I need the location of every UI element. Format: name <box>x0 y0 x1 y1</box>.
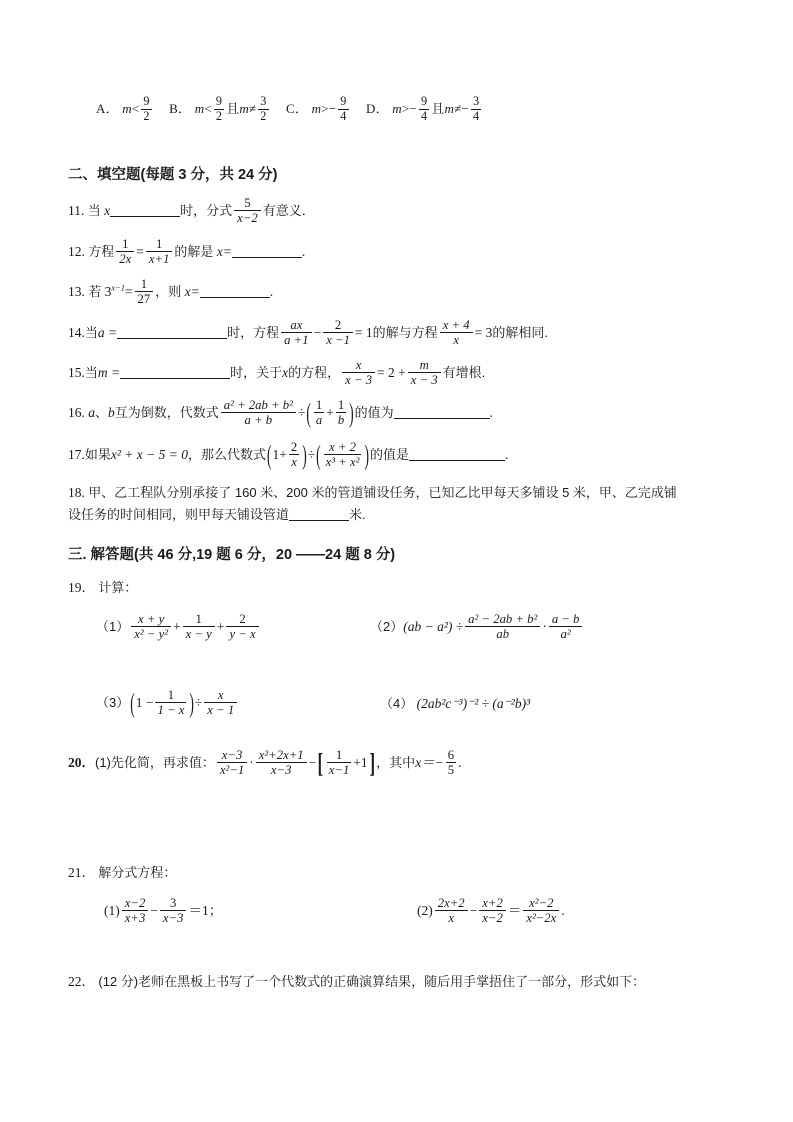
question-16 <box>68 398 493 427</box>
question-14-eq1: = 1 <box>354 325 373 341</box>
question-15-text3: 的方程， <box>288 365 341 381</box>
question-12-text1: 方程 <box>88 244 115 260</box>
question-13-equals: = <box>124 284 133 300</box>
q21-p2-eq: ＝ <box>507 903 522 919</box>
q20-bracket-open: [ <box>317 747 324 778</box>
question-19-part1-label: （1） <box>96 619 130 635</box>
q20-inner-plus: +1 <box>353 755 368 771</box>
question-17-fraction2: $\frac{x + 2}{\text{x³ + x²}}$ <box>325 440 360 470</box>
question-21-part2 <box>417 896 565 925</box>
question-19-part2 <box>370 612 584 641</box>
choice-b-var2: m <box>239 100 249 116</box>
choice-d[interactable] <box>366 95 483 123</box>
question-17-paren2-open: ( <box>316 439 321 470</box>
question-20 <box>68 748 462 777</box>
question-17-text2: ，那么代数式 <box>188 447 267 463</box>
question-13-blank[interactable] <box>200 297 270 298</box>
question-14-fraction1: $\frac{ax}{a +1}$ <box>281 318 311 347</box>
question-15-text4: 有增根. <box>442 365 486 381</box>
q20-dot: · <box>249 755 254 771</box>
q19-p3-one: 1 − <box>135 695 154 711</box>
question-22-number: 22． <box>68 974 95 989</box>
question-21-number: 21． <box>68 865 95 880</box>
question-18-line2-row <box>68 505 366 525</box>
question-16-plus: + <box>326 405 334 421</box>
choice-a-fraction: $\frac{9}{2}$ <box>143 94 150 123</box>
question-15-eq: = 2 + <box>377 365 406 381</box>
question-19-part4 <box>380 694 530 714</box>
q19-p2-dot: · <box>542 619 547 635</box>
q19-p1-fraction3: $\frac{2}{y - x}$ <box>226 612 258 641</box>
question-18-line2b: 米. <box>349 507 366 522</box>
question-13-period: . <box>269 284 274 300</box>
question-17-text3: 的值是 <box>369 447 409 463</box>
question-17 <box>68 440 508 469</box>
question-17-period: . <box>504 447 509 463</box>
choices-row <box>96 95 495 123</box>
choice-d-minus2: − <box>461 100 469 116</box>
choice-a-label: A． <box>96 100 119 116</box>
choice-c-label: C． <box>286 100 309 116</box>
q19-p1-op1: + <box>173 619 181 635</box>
question-18-line2a: 设任务的时间相同，则甲每天铺设管道 <box>68 507 290 522</box>
question-19-part3-label: （3） <box>96 695 130 711</box>
question-17-paren2-close: ) <box>364 439 369 470</box>
q20-fraction1: $\frac{x-3}{\text{x²−1}}$ <box>217 748 247 777</box>
q20-fraction2: $\frac{\text{x²+2x+1}}{x-3}$ <box>256 748 307 777</box>
question-16-period: . <box>489 405 494 421</box>
question-17-text1: 如果 <box>84 447 111 463</box>
question-13-fraction: $\frac{1}{27}$ <box>135 277 154 306</box>
choice-a-var: m <box>122 100 132 116</box>
question-17-number: 17. <box>68 447 85 463</box>
question-14-text4: 的解相同. <box>492 325 548 341</box>
choice-d-fraction1: $\frac{9}{4}$ <box>420 94 428 123</box>
q19-p1-op2: + <box>216 619 225 635</box>
q21-p1-fraction2: $\frac{3}{x-3}$ <box>160 896 187 925</box>
q19-p3-fraction1: $\frac{1}{1 - x}$ <box>157 688 185 718</box>
question-16-fraction2: $\frac{1}{a}$ <box>315 398 323 428</box>
q19-p3-paren-close: ) <box>189 687 194 718</box>
question-16-text2: 互为倒数，代数式 <box>114 405 219 421</box>
question-16-paren-close: ) <box>349 397 354 428</box>
q21-p2-op: − <box>469 903 478 919</box>
question-18 <box>68 483 728 503</box>
choice-c-fraction: $\frac{9}{4}$ <box>340 94 347 123</box>
question-18-number: 18. <box>68 485 85 500</box>
question-16-fraction1: $\frac{\text{a² + 2ab + b²}}{a + b}$ <box>221 398 296 427</box>
question-13-base: 3 <box>104 284 112 300</box>
q21-p2-fraction2: $\frac{x+2}{x-2}$ <box>479 896 506 925</box>
question-18-line1: 甲、乙工程队分别承接了 160 米、200 米的管道铺设任务，已知乙比甲每天多铺设 5 米，甲、乙完成铺 <box>88 485 677 500</box>
question-19-part4-label: （4） <box>380 696 414 711</box>
q20-period: . <box>458 755 462 771</box>
question-15-blank[interactable] <box>120 378 230 379</box>
question-15-text1: 当 <box>84 365 98 381</box>
question-14-minus: − <box>313 325 322 341</box>
choice-d-minus1: − <box>409 100 417 116</box>
question-16-fraction3: $\frac{1}{b}$ <box>337 398 345 428</box>
choice-d-var2: m <box>444 100 455 116</box>
question-12-fraction2: $\frac{1}{x+1}$ <box>146 237 173 266</box>
question-14-eq2: = 3 <box>474 325 493 341</box>
question-17-paren1-open: ( <box>267 439 272 470</box>
question-19-part2-label: （2） <box>370 619 404 635</box>
question-14-number: 14. <box>68 325 85 341</box>
q20-minus: − <box>308 755 317 771</box>
q19-p4-expr: (2ab²c⁻³)⁻² ÷ (a⁻²b)³ <box>416 696 531 711</box>
q19-p1-fraction1: $\frac{x + y}{\text{x² − y²}}$ <box>131 612 171 641</box>
q19-p3-divide: ÷ <box>194 695 203 711</box>
q21-p1-op: − <box>150 903 158 919</box>
question-11-text2: 时，分式 <box>180 203 233 219</box>
question-14 <box>68 318 548 347</box>
q20-tail: ，其中 <box>376 755 416 771</box>
choice-c[interactable] <box>286 95 351 123</box>
choice-b-fraction1: $\frac{9}{2}$ <box>215 94 223 123</box>
q20-x-equals: x＝− <box>415 755 444 771</box>
question-15-number: 15. <box>68 365 85 381</box>
choice-d-fraction2: $\frac{3}{4}$ <box>472 94 480 123</box>
choice-d-gt: > <box>401 100 410 116</box>
question-17-divide: ÷ <box>307 447 316 463</box>
q21-p2-fraction3: $\frac{\text{x²−2}}{\text{x²−2x}}$ <box>523 896 559 925</box>
question-22-text: (12 分)老师在黑板上书写了一个代数式的正确演算结果，随后用手掌捂住了一部分，形式如下： <box>98 974 646 989</box>
question-16-text3: 的值为 <box>354 405 394 421</box>
q21-p2-fraction1: $\frac{2x+2}{x}$ <box>435 896 468 925</box>
question-18-blank[interactable] <box>289 520 349 521</box>
q21-p2-tail: . <box>561 903 565 919</box>
question-20-prompt: (1)先化简，再求值： <box>95 755 215 771</box>
question-14-var-a: a = <box>97 325 118 341</box>
question-12-period: . <box>301 244 306 260</box>
question-14-text3: 的解与方程 <box>372 325 438 341</box>
question-20-number: 20． <box>68 755 95 771</box>
question-14-fraction2: $\frac{2}{x -1}$ <box>323 318 353 347</box>
choice-b-fraction2: $\frac{3}{2}$ <box>260 94 267 123</box>
q21-p1-tail: ＝1； <box>188 903 223 919</box>
question-14-text1: 当 <box>84 325 98 341</box>
question-12 <box>68 237 305 266</box>
choice-b-var1: m <box>194 100 205 116</box>
choice-b-label: B． <box>169 100 192 116</box>
q21-p2-label: (2) <box>417 903 433 919</box>
question-16-blank[interactable] <box>394 418 490 419</box>
question-13-exponent: x−1 <box>111 283 125 293</box>
choice-d-label: D． <box>366 100 389 116</box>
question-14-blank[interactable] <box>117 338 227 339</box>
choice-a[interactable] <box>96 95 154 123</box>
q19-p2-fraction1: $\frac{\text{a² − 2ab + b²}}{ab}$ <box>465 612 540 641</box>
q19-p3-paren-open: ( <box>130 687 135 718</box>
q21-p1-fraction1: $\frac{x-2}{x+3}$ <box>122 896 149 925</box>
question-21-part1 <box>104 896 222 925</box>
question-16-number: 16. <box>68 405 85 421</box>
q19-p1-fraction2: $\frac{1}{x - y}$ <box>183 612 215 641</box>
choice-b-neq: ≠ <box>248 100 257 116</box>
choice-c-minus: − <box>328 100 337 116</box>
question-17-fraction1: $\frac{2}{x}$ <box>290 440 298 470</box>
question-11-var: x <box>104 203 111 219</box>
q19-p3-fraction2: $\frac{x}{x - 1}$ <box>204 688 237 717</box>
question-17-paren1-close: ) <box>302 439 307 470</box>
question-13-text2: ，则 <box>155 284 182 300</box>
choice-d-neq: ≠ <box>454 100 462 116</box>
choice-c-gt: > <box>321 100 329 116</box>
section-three-heading: 三. 解答题(共 46 分,19 题 6 分，20 ——24 题 8 分) <box>68 547 396 563</box>
question-13-number: 13. <box>68 284 85 300</box>
question-19 <box>68 578 137 598</box>
q19-p2-fraction2: $\frac{a - b}{\text{a²}}$ <box>549 612 583 641</box>
question-15-var-x: x <box>282 365 289 381</box>
question-13-text1: 若 <box>88 284 102 300</box>
choice-b-conj: 且 <box>226 100 240 116</box>
question-13 <box>68 277 273 306</box>
question-11-text3: 有意义． <box>262 203 315 219</box>
question-21 <box>68 863 176 883</box>
question-15-fraction2: $\frac{m}{x - 3}$ <box>408 358 441 387</box>
choice-d-var1: m <box>392 100 402 116</box>
q20-value-fraction: $\frac{6}{5}$ <box>447 748 455 778</box>
q19-p2-expr1: (ab − a²) ÷ <box>403 619 464 635</box>
choice-b[interactable] <box>169 95 270 123</box>
question-15-fraction1: $\frac{x}{x - 3}$ <box>342 358 375 387</box>
question-12-equals: = <box>136 244 144 260</box>
question-16-paren-open: ( <box>306 397 311 428</box>
question-19-part3 <box>96 688 239 717</box>
question-17-one-plus: 1+ <box>272 447 287 463</box>
section-two-heading: 二、填空题(每题 3 分，共 24 分) <box>68 167 278 183</box>
question-11-blank[interactable] <box>110 216 180 217</box>
question-15-text2: 时，关于 <box>230 365 283 381</box>
q20-bracket-close: ] <box>369 747 375 778</box>
question-14-fraction3: $\frac{x + 4}{x}$ <box>440 318 473 347</box>
question-11-text1: 当 <box>87 203 101 219</box>
question-15 <box>68 358 485 387</box>
question-17-equation: x² + x − 5 = 0 <box>110 447 189 463</box>
question-11-fraction: $\frac{5}{x-2}$ <box>234 196 261 225</box>
choice-a-lt: < <box>131 100 140 116</box>
q21-p1-label: (1) <box>104 903 120 919</box>
question-19-number: 19． <box>68 580 95 595</box>
question-19-part1 <box>96 612 261 641</box>
question-12-number: 12. <box>68 244 85 260</box>
question-16-divide: ÷ <box>297 405 306 421</box>
question-14-text2: 时，方程 <box>227 325 280 341</box>
question-16-var-a: a <box>88 405 95 421</box>
question-15-var-m: m = <box>97 365 121 381</box>
question-16-sep: 、 <box>95 405 109 421</box>
question-12-text2: 的解是 <box>174 244 214 260</box>
question-12-fraction1: $\frac{1}{2x}$ <box>116 237 134 266</box>
question-21-prompt: 解分式方程： <box>98 865 177 880</box>
question-12-var: x= <box>216 244 232 260</box>
question-12-blank[interactable] <box>232 257 302 258</box>
question-22 <box>68 972 738 992</box>
question-11-number: 11. <box>68 203 85 219</box>
question-11 <box>68 196 315 225</box>
question-16-var-b: b <box>108 405 115 421</box>
question-13-var: x= <box>184 284 200 300</box>
choice-d-conj: 且 <box>431 100 445 116</box>
question-17-blank[interactable] <box>409 460 505 461</box>
question-19-prompt: 计算： <box>98 580 138 595</box>
choice-c-var: m <box>311 100 322 116</box>
q20-inner-fraction: $\frac{1}{x-1}$ <box>328 748 350 778</box>
choice-b-lt: < <box>204 100 212 116</box>
